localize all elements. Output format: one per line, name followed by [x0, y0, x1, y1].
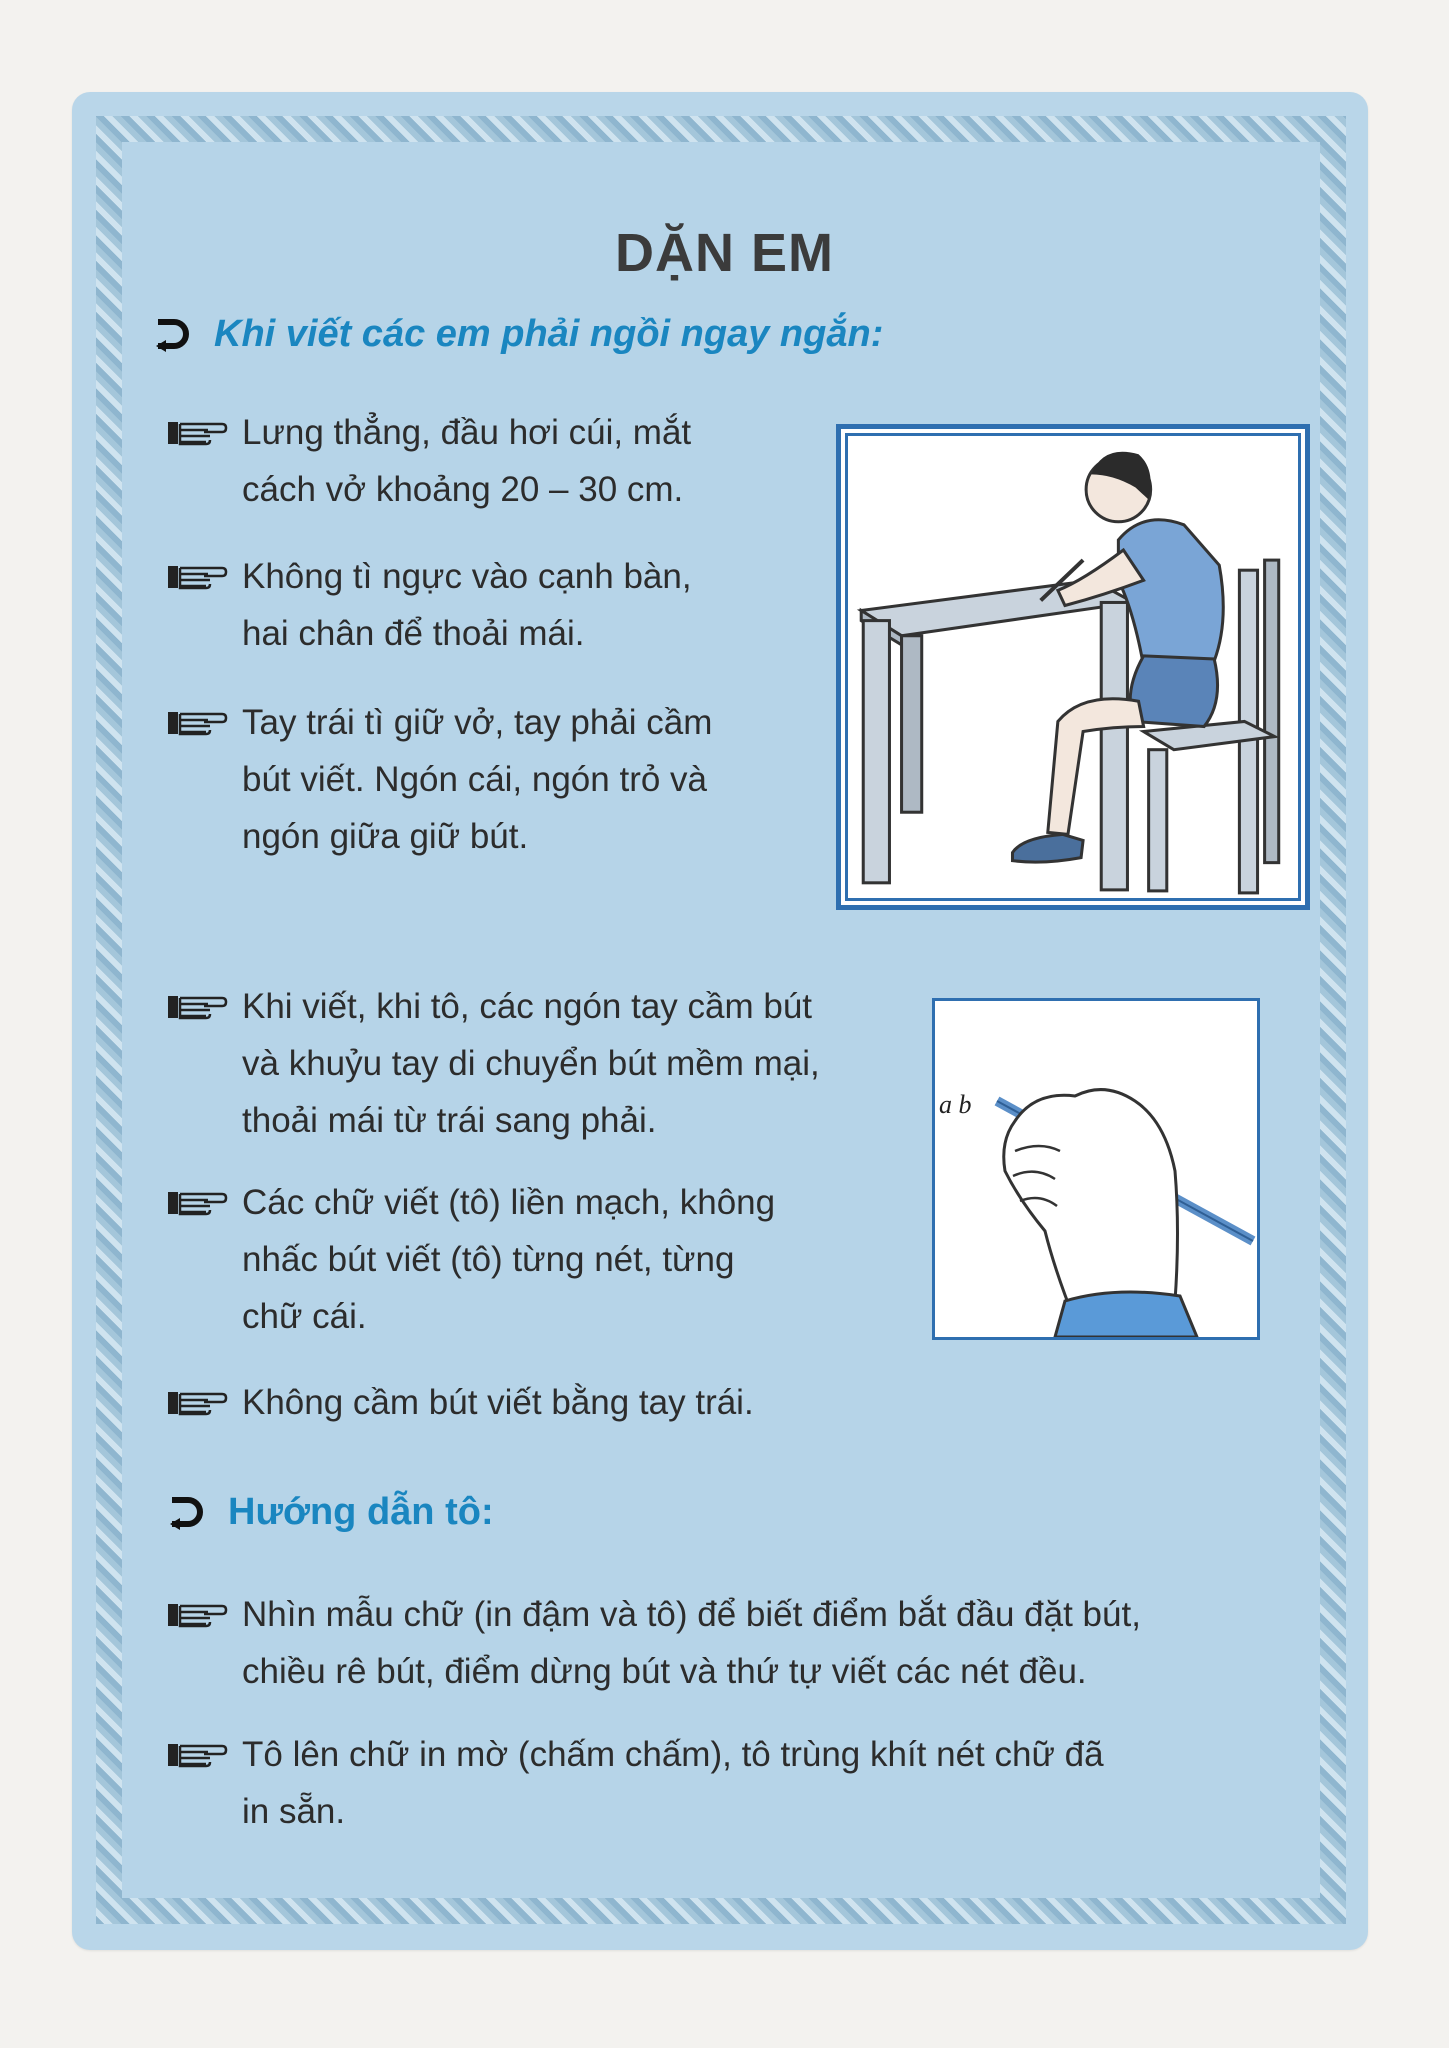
child-at-desk-illustration — [841, 429, 1305, 905]
sample-letters: a b — [939, 1090, 972, 1119]
pointing-hand-icon — [166, 706, 228, 740]
page-title: DẶN EM — [615, 223, 834, 283]
section-heading-sitting: Khi viết các em phải ngồi ngay ngắn: — [152, 312, 883, 356]
illustration-sitting-posture — [836, 424, 1310, 910]
bullet-item: Tay trái tì giữ vở, tay phải cầm bút viết. Ngón cái, ngón trỏ và ngón giữa giữ bút. — [166, 694, 712, 865]
pointing-hand-icon — [166, 1386, 228, 1420]
pointing-hand-icon — [166, 416, 228, 450]
bullet-item: Tô lên chữ in mờ (chấm chấm), tô trùng khít nét chữ đã in sẵn. — [166, 1726, 1104, 1840]
pointing-hand-icon — [166, 990, 228, 1024]
bullet-item: Khi viết, khi tô, các ngón tay cầm bút và khuỷu tay di chuyển bút mềm mại, thoải mái từ trái sang phải. — [166, 978, 820, 1149]
pointing-hand-icon — [166, 1738, 228, 1772]
bullet-item: Nhìn mẫu chữ (in đậm và tô) để biết điểm bắt đầu đặt bút, chiều rê bút, điểm dừng bút và thứ tự viết các nét đều. — [166, 1586, 1141, 1700]
bullet-item: Không tì ngực vào cạnh bàn, hai chân để thoải mái. — [166, 548, 692, 662]
arrow-right-icon — [152, 312, 196, 356]
bullet-item: Lưng thẳng, đầu hơi cúi, mắt cách vở khoảng 20 – 30 cm. — [166, 404, 691, 518]
bullet-item: Các chữ viết (tô) liền mạch, không nhấc bút viết (tô) từng nét, từng chữ cái. — [166, 1174, 775, 1345]
arrow-right-icon — [166, 1490, 210, 1534]
pointing-hand-icon — [166, 1598, 228, 1632]
pointing-hand-icon — [166, 560, 228, 594]
section-heading-tracing: Hướng dẫn tô: — [166, 1490, 494, 1534]
bullet-item: Không cầm bút viết bằng tay trái. — [166, 1374, 754, 1431]
hand-writing-illustration — [935, 1001, 1257, 1337]
illustration-holding-pen — [932, 998, 1260, 1340]
pointing-hand-icon — [166, 1186, 228, 1220]
